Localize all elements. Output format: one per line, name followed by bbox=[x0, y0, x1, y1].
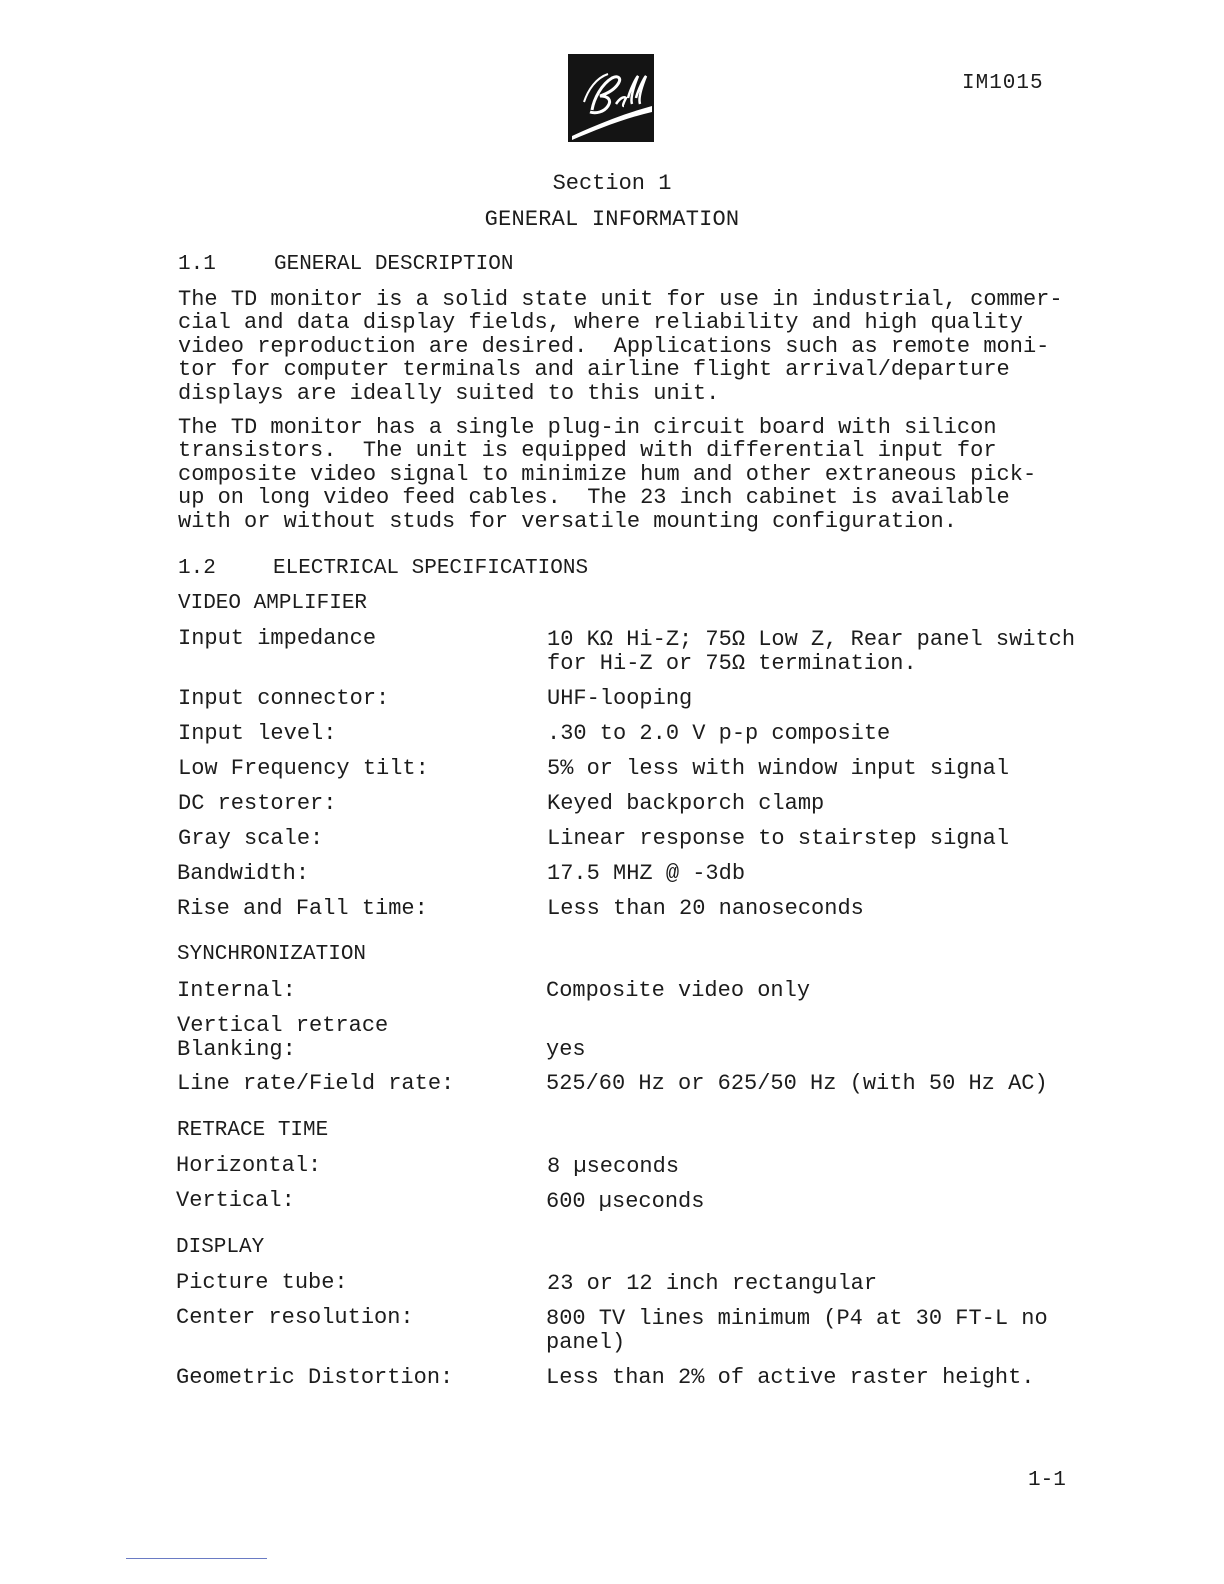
spec-value: 525/60 Hz or 625/50 Hz (with 50 Hz AC) bbox=[546, 1071, 1048, 1096]
ball-logo bbox=[568, 54, 654, 142]
section-title: GENERAL INFORMATION bbox=[484, 207, 740, 232]
spec-value: Linear response to stairstep signal bbox=[547, 826, 1010, 851]
spec-label: Vertical: bbox=[176, 1188, 295, 1213]
spec-label: Low Frequency tilt: bbox=[178, 756, 429, 781]
spec-label: Geometric Distortion: bbox=[176, 1365, 454, 1390]
group-title-video-amplifier: VIDEO AMPLIFIER bbox=[178, 592, 368, 615]
paragraph-general-description-1: The TD monitor is a solid state unit for use in industrial, commer- cial and data display fields, where reliability and high quality video reproduction are desired. Applications such as remote moni- tor for computer terminals and airline flight arrival/departure displays are ideally suited to this unit. bbox=[178, 287, 1063, 406]
spec-label: Vertical retrace Blanking: bbox=[177, 1013, 389, 1062]
spec-value: 800 TV lines minimum (P4 at 30 FT-L no panel) bbox=[546, 1306, 1048, 1355]
spec-value: UHF-looping bbox=[547, 686, 693, 711]
spec-value: 5% or less with window input signal bbox=[547, 756, 1010, 781]
spec-label: Bandwidth: bbox=[177, 861, 310, 886]
spec-value: Less than 20 nanoseconds bbox=[547, 896, 864, 921]
spec-label: DC restorer: bbox=[178, 791, 337, 816]
spec-value: 17.5 MHZ @ -3db bbox=[547, 861, 746, 886]
spec-value: 600 µseconds bbox=[546, 1189, 705, 1214]
spec-label: Rise and Fall time: bbox=[177, 896, 428, 921]
spec-label: Center resolution: bbox=[176, 1305, 414, 1330]
spec-label: Internal: bbox=[177, 978, 296, 1003]
spec-label: Input level: bbox=[178, 721, 337, 746]
ball-logo-mark bbox=[568, 54, 654, 142]
group-title-display: DISPLAY bbox=[176, 1236, 265, 1259]
section-number: Section 1 bbox=[552, 171, 672, 196]
page-number: 1-1 bbox=[1028, 1469, 1066, 1492]
heading-1-2-title: ELECTRICAL SPECIFICATIONS bbox=[273, 557, 589, 580]
heading-1-1-number: 1.1 bbox=[178, 253, 216, 276]
spec-label: Line rate/Field rate: bbox=[177, 1071, 455, 1096]
spec-label: Gray scale: bbox=[178, 826, 324, 851]
spec-value: 23 or 12 inch rectangular bbox=[547, 1271, 878, 1296]
spec-value: Composite video only bbox=[546, 978, 811, 1003]
spec-value: 8 µseconds bbox=[547, 1154, 680, 1179]
spec-label: Picture tube: bbox=[176, 1270, 348, 1295]
spec-label: Input connector: bbox=[178, 686, 390, 711]
spec-value: .30 to 2.0 V p-p composite bbox=[547, 721, 891, 746]
spec-value: 10 KΩ Hi-Z; 75Ω Low Z, Rear panel switch for Hi-Z or 75Ω termination. bbox=[547, 627, 1076, 676]
footer-rule bbox=[126, 1558, 267, 1559]
spec-label: Horizontal: bbox=[176, 1153, 322, 1178]
spec-value: Keyed backporch clamp bbox=[547, 791, 825, 816]
heading-1-2-number: 1.2 bbox=[178, 557, 216, 580]
document-id: IM1015 bbox=[962, 72, 1044, 95]
group-title-synchronization: SYNCHRONIZATION bbox=[177, 943, 367, 966]
spec-value: Less than 2% of active raster height. bbox=[546, 1365, 1035, 1390]
spec-value: yes bbox=[546, 1037, 586, 1062]
spec-label: Input impedance bbox=[178, 626, 377, 651]
group-title-retrace-time: RETRACE TIME bbox=[177, 1119, 329, 1142]
paragraph-general-description-2: The TD monitor has a single plug-in circuit board with silicon transistors. The unit is equipped with differential input for composite video signal to minimize hum and other extraneous pick- up on long video feed cables. The 23 inch cabinet is available with or without studs for versatile mounting configuration. bbox=[178, 415, 1037, 534]
heading-1-1-title: GENERAL DESCRIPTION bbox=[274, 253, 514, 276]
